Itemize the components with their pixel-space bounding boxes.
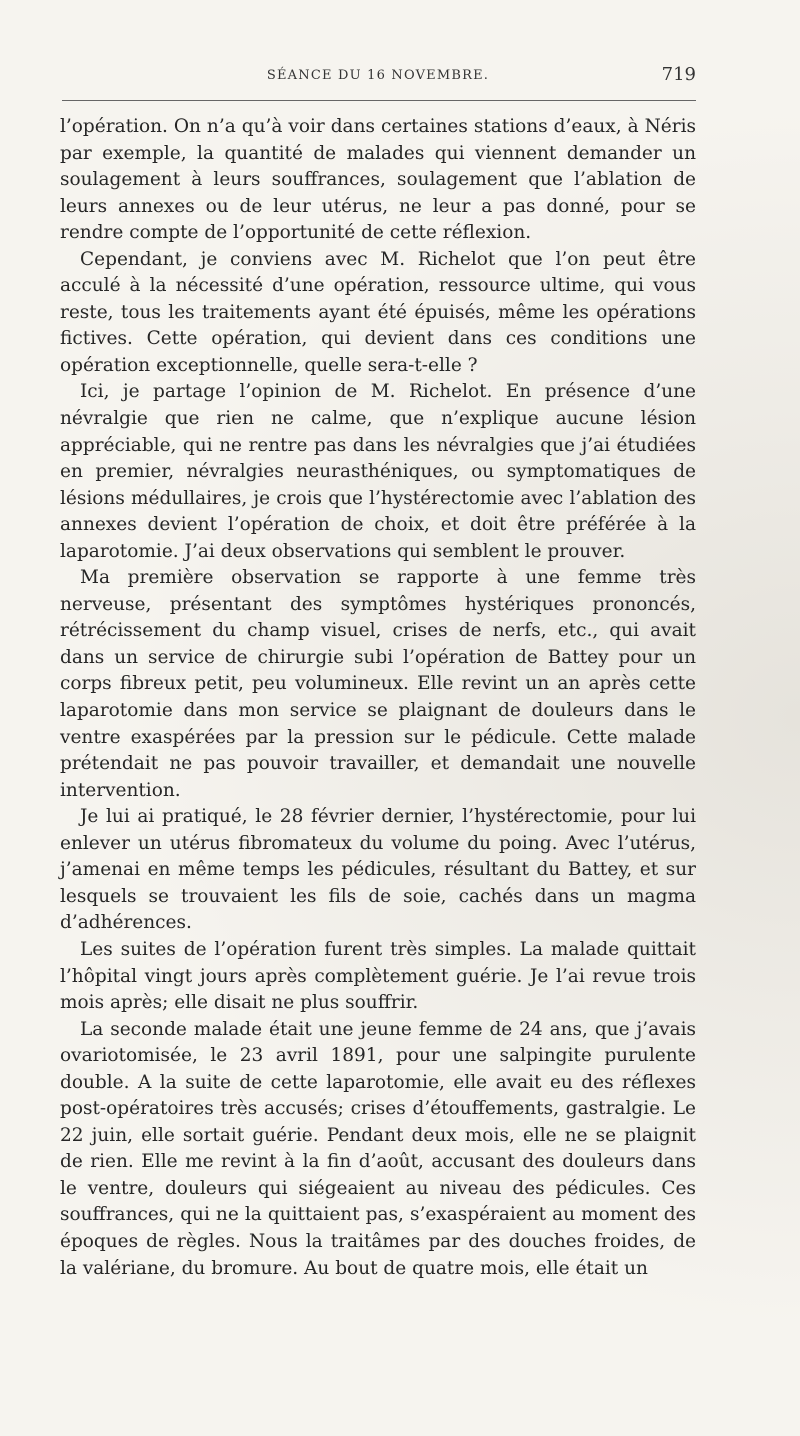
paragraph: l’opération. On n’a qu’à voir dans certaines stations d’eaux, à Néris par exemple, la quantité de malades qui viennent demander un soulagement à leurs souffrances, soulagement que l’ablation de leurs annexes ou de leur utérus, ne leur a pas donné, pour se rendre compte de l’opportunité de cette réflexion. — [60, 116, 696, 244]
paragraph: Je lui ai pratiqué, le 28 février dernier, l’hystérectomie, pour lui enlever un utérus fibromateux du volume du poing. Avec l’utérus, j’amenai en même temps les pédicules, résultant du Battey, et sur lesquels se trouvaient les fils de soie, cachés dans un magma d’adhérences. — [60, 806, 696, 934]
body-text — [60, 114, 696, 1282]
paragraph: Ma première observation se rapporte à une femme très nerveuse, présentant des symptômes hystériques prononcés, rétrécissement du champ visuel, crises de nerfs, etc., qui avait dans un service de chirurgie subi l’opération de Battey pour un corps fibreux petit, peu volumineux. Elle revint un an après cette laparotomie dans mon service se plaignant de douleurs dans le ventre exaspérées par la pression sur le pédicule. Cette malade prétendait ne pas pouvoir travailler, et demandait une nouvelle intervention. — [60, 567, 696, 801]
header-rule — [62, 100, 696, 101]
paragraph: Les suites de l’opération furent très simples. La malade quittait l’hôpital vingt jours après complètement guérie. Je l’ai revue trois mois après; elle disait ne plus souffrir. — [60, 938, 696, 1014]
paragraph: La seconde malade était une jeune femme de 24 ans, que j’avais ovariotomisée, le 23 avril 1891, pour une salpingite purulente double. A la suite de cette laparotomie, elle avait eu des réflexes post-opératoires très accusés; crises d’étouffements, gastralgie. Le 22 juin, elle sortait guérie. Pendant deux mois, elle ne se plaignit de rien. Elle me revint à la fin d’août, accusant des douleurs dans le ventre, douleurs qui siégeaient au niveau des pédicules. Ces souffrances, qui ne la quittaient pas, s’exaspéraient au moment des époques de règles. Nous la traitâmes par des douches froides, de la valériane, du bromure. Au bout de quatre mois, elle était un — [60, 1018, 696, 1279]
running-head — [60, 62, 696, 88]
running-title: SÉANCE DU 16 NOVEMBRE. — [266, 68, 490, 83]
page-number: 719 — [661, 64, 696, 85]
paragraph: Cependant, je conviens avec M. Richelot que l’on peut être acculé à la nécessité d’une opération, ressource ultime, qui vous reste, tous les traitements ayant été épuisés, même les opérations fictives. Cette opération, qui devient dans ces conditions une opération exceptionnelle, quelle sera-t-elle ? — [60, 248, 696, 376]
paragraph: Ici, je partage l’opinion de M. Richelot. En présence d’une névralgie que rien ne calme, que n’explique aucune lésion appréciable, qui ne rentre pas dans les névralgies que j’ai étudiées en premier, névralgies neurasthéniques, ou symptomatiques de lésions médullaires, je crois que l’hystérectomie avec l’ablation des annexes devient l’opération de choix, et doit être préférée à la laparotomie. J’ai deux observations qui semblent le prouver. — [60, 381, 696, 562]
